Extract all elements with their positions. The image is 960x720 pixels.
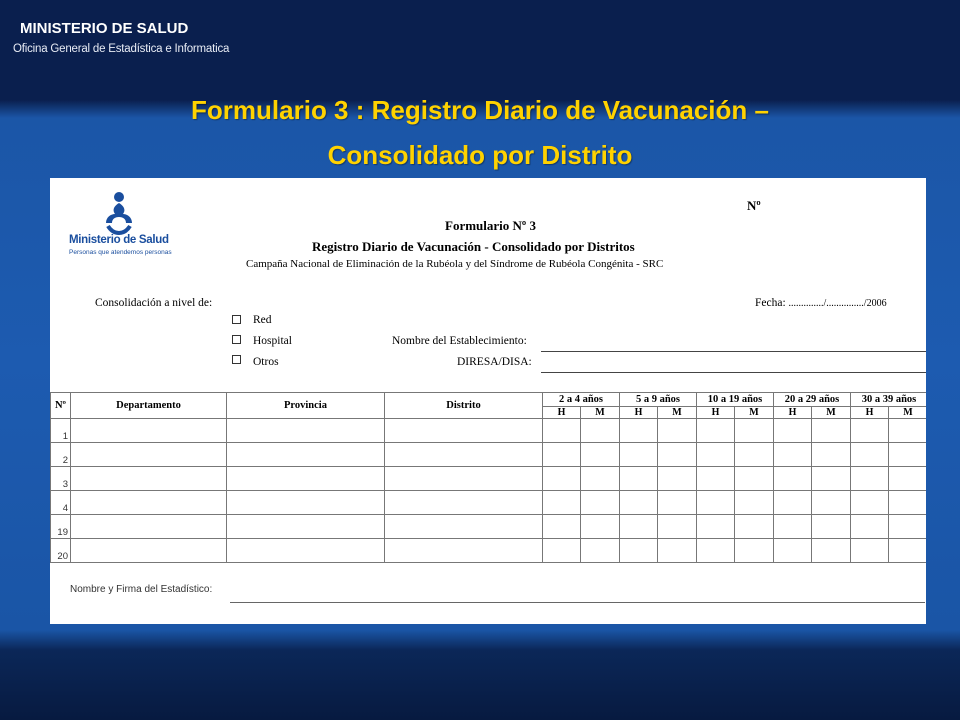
cell-departamento[interactable] — [71, 515, 227, 539]
cell-count[interactable] — [581, 515, 620, 539]
table-row — [51, 515, 927, 539]
sex-m: M — [581, 407, 620, 419]
cell-count[interactable] — [889, 515, 927, 539]
cell-count[interactable] — [581, 491, 620, 515]
cell-count[interactable] — [889, 491, 927, 515]
cell-departamento[interactable] — [71, 491, 227, 515]
cell-departamento[interactable] — [71, 467, 227, 491]
cell-departamento[interactable] — [71, 443, 227, 467]
cell-count[interactable] — [543, 539, 581, 563]
signature-label: Nombre y Firma del Estadístico: — [70, 584, 213, 595]
logo-text: Ministerio de Salud — [69, 234, 169, 246]
cell-count[interactable] — [774, 491, 812, 515]
cell-count[interactable] — [697, 539, 735, 563]
table-row — [51, 539, 927, 563]
office-name: Oficina General de Estadística e Informatica — [13, 43, 230, 55]
cell-count[interactable] — [774, 515, 812, 539]
date-field — [755, 297, 887, 309]
table-row — [51, 419, 927, 443]
cell-departamento[interactable] — [71, 419, 227, 443]
row-number: 20 — [51, 539, 71, 563]
cell-count[interactable] — [697, 443, 735, 467]
form-number: Formulario Nº 3 — [445, 218, 536, 233]
cell-count[interactable] — [735, 443, 774, 467]
cell-count[interactable] — [658, 443, 697, 467]
cell-count[interactable] — [581, 467, 620, 491]
cell-count[interactable] — [735, 515, 774, 539]
sex-h: H — [543, 407, 581, 419]
cell-count[interactable] — [620, 419, 658, 443]
cell-count[interactable] — [812, 539, 851, 563]
cell-count[interactable] — [735, 491, 774, 515]
cell-count[interactable] — [851, 419, 889, 443]
col-no: Nº — [51, 393, 71, 419]
age-group-5-9: 5 a 9 años — [620, 393, 697, 407]
row-number: 3 — [51, 467, 71, 491]
number-label: Nº — [747, 198, 761, 213]
establishment-line[interactable] — [541, 351, 926, 352]
row-number: 1 — [51, 419, 71, 443]
cell-count[interactable] — [697, 419, 735, 443]
form-title: Registro Diario de Vacunación - Consolidado por Distritos — [312, 239, 635, 254]
sex-h: H — [620, 407, 658, 419]
cell-count[interactable] — [620, 467, 658, 491]
cell-count[interactable] — [851, 515, 889, 539]
cell-count[interactable] — [543, 419, 581, 443]
slide-title-line1: Formulario 3 : Registro Diario de Vacunación – — [191, 95, 769, 125]
cell-count[interactable] — [658, 419, 697, 443]
cell-count[interactable] — [889, 539, 927, 563]
cell-provincia[interactable] — [227, 419, 385, 443]
ministry-name: MINISTERIO DE SALUD — [20, 20, 189, 37]
logo-tagline: Personas que atendemos personas — [69, 249, 172, 256]
cell-distrito[interactable] — [385, 539, 543, 563]
cell-provincia[interactable] — [227, 515, 385, 539]
row-number: 4 — [51, 491, 71, 515]
cell-count[interactable] — [543, 515, 581, 539]
cell-count[interactable] — [620, 515, 658, 539]
cell-count[interactable] — [735, 467, 774, 491]
age-group-20-29: 20 a 29 años — [774, 393, 851, 407]
cell-provincia[interactable] — [227, 443, 385, 467]
col-departamento: Departamento — [71, 393, 227, 419]
sex-m: M — [658, 407, 697, 419]
cell-count[interactable] — [851, 539, 889, 563]
row-number: 2 — [51, 443, 71, 467]
cell-count[interactable] — [889, 443, 927, 467]
table-row — [51, 443, 927, 467]
diresa-line[interactable] — [541, 372, 926, 373]
signature-line[interactable] — [230, 602, 925, 603]
sex-h: H — [697, 407, 735, 419]
cell-count[interactable] — [658, 539, 697, 563]
col-provincia: Provincia — [227, 393, 385, 419]
cell-count[interactable] — [620, 443, 658, 467]
cell-count[interactable] — [697, 515, 735, 539]
table-row — [51, 491, 927, 515]
sex-m: M — [735, 407, 774, 419]
age-group-2-4: 2 a 4 años — [543, 393, 620, 407]
cell-count[interactable] — [774, 419, 812, 443]
cell-count[interactable] — [543, 467, 581, 491]
option-hospital-label: Hospital — [253, 335, 292, 347]
cell-count[interactable] — [697, 491, 735, 515]
form-image — [50, 178, 926, 624]
cell-count[interactable] — [851, 491, 889, 515]
table-row — [51, 467, 927, 491]
cell-count[interactable] — [581, 443, 620, 467]
cell-distrito[interactable] — [385, 419, 543, 443]
cell-count[interactable] — [812, 515, 851, 539]
checkbox-hospital[interactable] — [232, 335, 241, 344]
cell-count[interactable] — [543, 443, 581, 467]
cell-count[interactable] — [735, 419, 774, 443]
cell-count[interactable] — [658, 515, 697, 539]
checkbox-red[interactable] — [232, 315, 241, 324]
cell-count[interactable] — [851, 467, 889, 491]
cell-count[interactable] — [581, 419, 620, 443]
cell-distrito[interactable] — [385, 491, 543, 515]
cell-count[interactable] — [889, 419, 927, 443]
cell-count[interactable] — [889, 467, 927, 491]
slide-title-line2: Consolidado por Distrito — [327, 140, 633, 170]
ministry-logo — [62, 190, 187, 260]
diresa-label: DIRESA/DISA: — [457, 356, 532, 368]
cell-departamento[interactable] — [71, 539, 227, 563]
date-label: Fecha: — [755, 297, 786, 309]
consolidation-label: Consolidación a nivel de: — [95, 297, 213, 309]
cell-count[interactable] — [620, 491, 658, 515]
option-otros-label: Otros — [253, 356, 279, 368]
date-value: ............../.............../2006 — [788, 298, 887, 309]
cell-distrito[interactable] — [385, 443, 543, 467]
age-group-10-19: 10 a 19 años — [697, 393, 774, 407]
campaign-text: Campaña Nacional de Eliminación de la Rubéola y del Síndrome de Rubéola Congénita - SRC — [246, 258, 664, 270]
col-distrito: Distrito — [385, 393, 543, 419]
cell-count[interactable] — [812, 491, 851, 515]
cell-count[interactable] — [697, 467, 735, 491]
cell-count[interactable] — [735, 539, 774, 563]
cell-count[interactable] — [774, 467, 812, 491]
row-number: 19 — [51, 515, 71, 539]
age-group-30-39: 30 a 39 años — [851, 393, 927, 407]
cell-count[interactable] — [658, 467, 697, 491]
sex-h: H — [851, 407, 889, 419]
cell-count[interactable] — [581, 539, 620, 563]
cell-provincia[interactable] — [227, 467, 385, 491]
establishment-label: Nombre del Establecimiento: — [392, 335, 527, 347]
sex-m: M — [812, 407, 851, 419]
cell-provincia[interactable] — [227, 539, 385, 563]
cell-provincia[interactable] — [227, 491, 385, 515]
sex-h: H — [774, 407, 812, 419]
table-body — [51, 419, 927, 563]
cell-count[interactable] — [812, 419, 851, 443]
cell-count[interactable] — [543, 491, 581, 515]
checkbox-otros[interactable] — [232, 355, 241, 364]
sex-m: M — [889, 407, 927, 419]
vaccination-table — [50, 392, 926, 563]
cell-count[interactable] — [774, 539, 812, 563]
cell-count[interactable] — [851, 443, 889, 467]
cell-distrito[interactable] — [385, 467, 543, 491]
cell-count[interactable] — [812, 467, 851, 491]
cell-count[interactable] — [658, 491, 697, 515]
cell-count[interactable] — [812, 443, 851, 467]
cell-count[interactable] — [774, 443, 812, 467]
option-red-label: Red — [253, 314, 272, 326]
cell-count[interactable] — [620, 539, 658, 563]
cell-distrito[interactable] — [385, 515, 543, 539]
